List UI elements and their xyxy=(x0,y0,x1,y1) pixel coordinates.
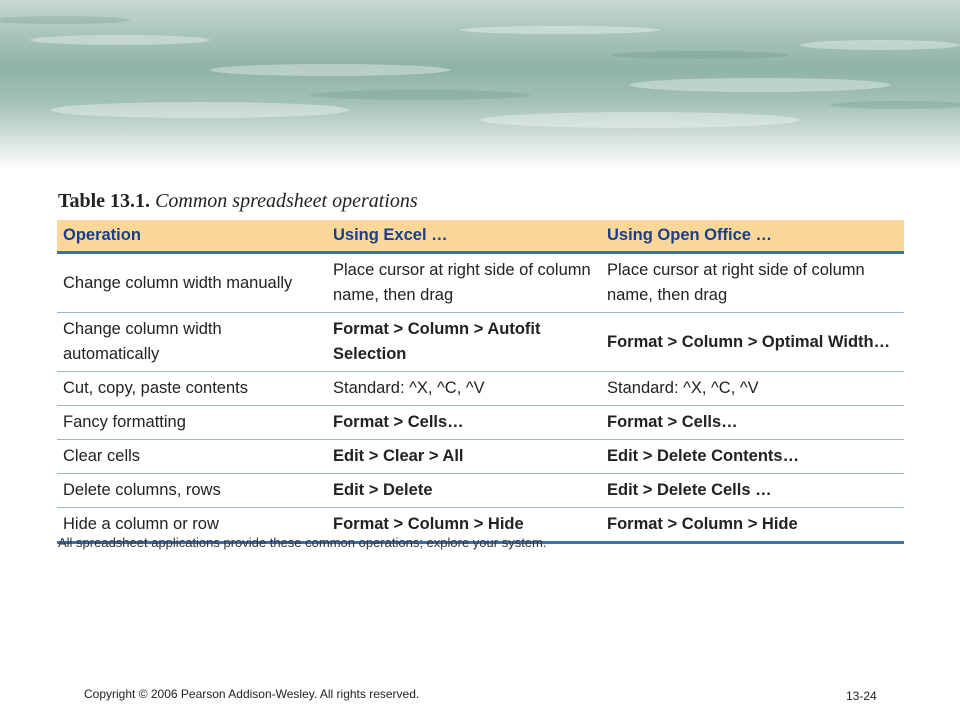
header-open-office: Using Open Office … xyxy=(601,220,904,253)
cell-operation: Cut, copy, paste contents xyxy=(57,372,327,406)
wave-texture xyxy=(0,0,960,170)
table-note: All spreadsheet applications provide these common operations; explore your system. xyxy=(58,535,547,550)
table-row xyxy=(57,440,904,474)
caption-title: Common spreadsheet operations xyxy=(155,190,418,212)
cell-open-office: Edit > Delete Contents… xyxy=(601,440,904,474)
cell-operation: Hide a column or row xyxy=(57,508,327,543)
ocean-banner xyxy=(0,0,960,170)
cell-operation: Clear cells xyxy=(57,440,327,474)
cell-excel: Format > Cells… xyxy=(327,406,601,440)
cell-excel: Standard: ^X, ^C, ^V xyxy=(327,372,601,406)
table-row xyxy=(57,372,904,406)
page-number: 13-24 xyxy=(846,689,877,703)
table-row xyxy=(57,406,904,440)
caption-number: Table 13.1. xyxy=(58,190,151,212)
cell-excel: Format > Column > Autofit Selection xyxy=(327,313,601,372)
header-operation: Operation xyxy=(57,220,327,253)
cell-excel: Edit > Delete xyxy=(327,474,601,508)
cell-operation: Fancy formatting xyxy=(57,406,327,440)
cell-open-office: Format > Cells… xyxy=(601,406,904,440)
cell-excel: Place cursor at right side of column name, then drag xyxy=(327,253,601,313)
cell-operation: Delete columns, rows xyxy=(57,474,327,508)
cell-open-office: Place cursor at right side of column name, then drag xyxy=(601,253,904,313)
cell-open-office: Format > Column > Hide xyxy=(601,508,904,543)
cell-operation: Change column width automatically xyxy=(57,313,327,372)
table-row xyxy=(57,253,904,313)
cell-excel: Edit > Clear > All xyxy=(327,440,601,474)
table-row xyxy=(57,313,904,372)
cell-open-office: Standard: ^X, ^C, ^V xyxy=(601,372,904,406)
cell-open-office: Format > Column > Optimal Width… xyxy=(601,313,904,372)
operations-table xyxy=(57,220,904,544)
table-header-row xyxy=(57,220,904,253)
header-excel: Using Excel … xyxy=(327,220,601,253)
table-caption xyxy=(58,190,418,213)
cell-excel: Format > Column > Hide xyxy=(327,508,601,543)
cell-open-office: Edit > Delete Cells … xyxy=(601,474,904,508)
table-row xyxy=(57,474,904,508)
copyright-footer: Copyright © 2006 Pearson Addison-Wesley. All rights reserved. xyxy=(84,687,420,701)
cell-operation: Change column width manually xyxy=(57,253,327,313)
